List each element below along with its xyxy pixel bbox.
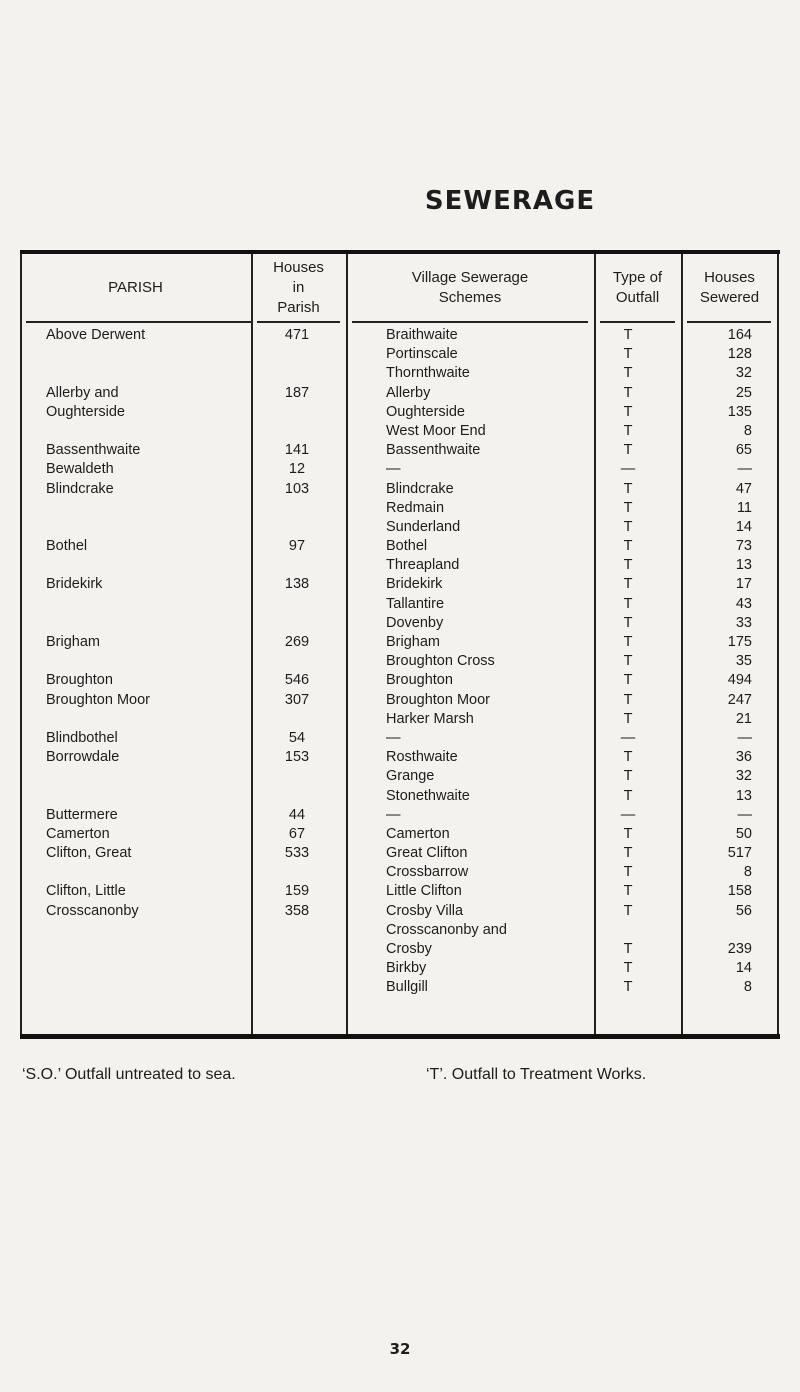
outfall-type-cell: T	[623, 768, 633, 785]
header-underline	[600, 321, 675, 323]
houses-sewered-cell: 47	[735, 480, 752, 497]
table-row	[20, 499, 780, 518]
parish-cell: Clifton, Great	[46, 845, 132, 862]
houses-in-parish-cell: 159	[284, 883, 310, 900]
table-bottom-rule	[20, 1034, 780, 1039]
parish-cell: Broughton Moor	[46, 691, 150, 708]
parish-cell: Clifton, Little	[46, 883, 126, 900]
village-scheme-cell: Thornthwaite	[386, 365, 470, 382]
village-scheme-cell: Portinscale	[386, 346, 458, 363]
parish-cell: Broughton	[46, 672, 113, 689]
header-underline	[352, 321, 588, 323]
parish-cell: Borrowdale	[46, 749, 120, 766]
outfall-type-cell: T	[623, 787, 633, 804]
outfall-type-cell: T	[623, 710, 633, 727]
houses-sewered-cell: 35	[735, 653, 752, 670]
houses-sewered-cell: 164	[727, 327, 752, 343]
table-row	[20, 403, 780, 422]
parish-cell: Crosscanonby	[46, 902, 139, 919]
village-scheme-cell: —	[386, 729, 401, 746]
village-scheme-cell: Bothel	[386, 538, 428, 555]
houses-in-parish-cell: 54	[288, 729, 306, 746]
village-scheme-cell: Oughterside	[386, 403, 465, 420]
table-row	[20, 422, 780, 441]
table-row	[20, 921, 780, 940]
houses-sewered-cell: 32	[735, 365, 752, 382]
houses-in-parish-cell: 307	[284, 691, 310, 708]
header-type-of-outfall: Type of Outfall	[612, 269, 663, 306]
header-underline	[26, 321, 251, 323]
houses-sewered-cell: 158	[727, 883, 752, 900]
houses-sewered-cell: 175	[727, 634, 752, 650]
outfall-type-cell: T	[623, 691, 633, 708]
table-row	[20, 595, 780, 614]
table-row	[20, 710, 780, 729]
outfall-type-cell: T	[623, 634, 633, 650]
houses-in-parish-cell: 533	[284, 845, 310, 862]
village-scheme-cell: Tallantire	[386, 595, 445, 612]
houses-in-parish-cell: 471	[284, 327, 310, 343]
outfall-type-cell: T	[623, 365, 633, 382]
header-underline	[687, 321, 771, 323]
table-row	[20, 441, 780, 460]
parish-cell: Buttermere	[46, 806, 118, 823]
houses-in-parish-cell: 138	[284, 576, 310, 593]
houses-in-parish-cell: 153	[284, 749, 310, 766]
outfall-type-cell: T	[623, 864, 633, 881]
table-row	[20, 518, 780, 537]
houses-in-parish-cell: 97	[288, 538, 306, 555]
houses-sewered-cell: 128	[727, 346, 752, 363]
houses-in-parish-cell: 44	[288, 806, 306, 823]
header-parish: PARISH	[108, 279, 163, 296]
table-row	[20, 729, 780, 748]
table-row	[20, 787, 780, 806]
village-scheme-cell: Bullgill	[386, 979, 428, 996]
houses-sewered-cell: 135	[727, 403, 752, 420]
page-number: 32	[389, 1340, 411, 1358]
parish-cell: Brigham	[46, 634, 100, 650]
houses-in-parish-cell: 103	[284, 480, 310, 497]
outfall-type-cell: T	[623, 480, 633, 497]
houses-sewered-cell: —	[737, 729, 752, 746]
village-scheme-cell: Little Clifton	[386, 883, 462, 900]
houses-sewered-cell: 14	[735, 960, 752, 977]
table-row	[20, 575, 780, 594]
village-scheme-cell: Threapland	[386, 557, 460, 574]
outfall-type-cell: T	[623, 979, 633, 996]
village-scheme-cell: Dovenby	[386, 614, 444, 631]
houses-sewered-cell: 25	[735, 384, 752, 401]
table-row	[20, 902, 780, 921]
houses-sewered-cell: 73	[735, 538, 752, 555]
parish-cell: Blindcrake	[46, 480, 114, 497]
table-row	[20, 959, 780, 978]
outfall-type-cell: T	[623, 595, 633, 612]
outfall-type-cell: T	[623, 614, 633, 631]
outfall-type-cell: T	[623, 960, 633, 977]
table-row	[20, 345, 780, 364]
header-underline	[257, 321, 340, 323]
outfall-type-cell: T	[623, 384, 633, 401]
table-row	[20, 364, 780, 383]
houses-in-parish-cell: 67	[288, 825, 306, 842]
table-row	[20, 825, 780, 844]
table-row	[20, 940, 780, 959]
outfall-type-cell: —	[620, 461, 636, 478]
houses-in-parish-cell: 269	[284, 634, 310, 650]
village-scheme-cell: Bridekirk	[386, 576, 443, 593]
village-scheme-cell: Braithwaite	[386, 327, 458, 343]
houses-sewered-cell: —	[737, 806, 752, 823]
outfall-type-cell: T	[623, 403, 633, 420]
village-scheme-cell: Crossbarrow	[386, 864, 469, 881]
table-row	[20, 767, 780, 786]
table-row	[20, 978, 780, 997]
village-scheme-cell: Broughton Cross	[386, 653, 495, 670]
outfall-type-cell: —	[620, 729, 636, 746]
houses-sewered-cell: 14	[735, 518, 752, 535]
parish-cell: Above Derwent	[46, 327, 146, 343]
table-row	[20, 537, 780, 556]
outfall-type-cell: T	[623, 557, 633, 574]
header-village-schemes: Village Sewerage Schemes	[411, 269, 529, 306]
outfall-type-cell: T	[623, 346, 633, 363]
footnote-t: ‘T’. Outfall to Treatment Works.	[426, 1066, 647, 1083]
outfall-type-cell: T	[623, 327, 633, 343]
outfall-type-cell: T	[623, 538, 633, 555]
outfall-type-cell: T	[623, 845, 633, 862]
village-scheme-cell: Crosscanonby and	[386, 921, 507, 938]
village-scheme-cell: Grange	[386, 768, 435, 785]
parish-cell: Bewaldeth	[46, 461, 114, 478]
village-scheme-cell: Bassenthwaite	[386, 442, 481, 459]
houses-in-parish-cell: 546	[284, 672, 310, 689]
parish-cell: Allerby and	[46, 384, 119, 401]
outfall-type-cell: T	[623, 883, 633, 900]
page-title: SEWERAGE	[424, 186, 596, 216]
table-row	[20, 748, 780, 767]
outfall-type-cell: T	[623, 941, 633, 957]
outfall-type-cell: T	[623, 576, 633, 593]
village-scheme-cell: Rosthwaite	[386, 749, 458, 766]
table-row	[20, 480, 780, 499]
village-scheme-cell: Broughton Moor	[386, 691, 490, 708]
houses-in-parish-cell: 358	[284, 902, 310, 919]
village-scheme-cell: —	[386, 806, 401, 823]
houses-sewered-cell: 43	[735, 595, 752, 612]
table-row	[20, 671, 780, 690]
village-scheme-cell: Birkby	[386, 960, 427, 977]
village-scheme-cell: Stonethwaite	[386, 787, 470, 804]
houses-sewered-cell: 17	[735, 576, 752, 593]
houses-sewered-cell: 8	[743, 864, 752, 881]
table-row	[20, 614, 780, 633]
houses-sewered-cell: 239	[727, 941, 752, 957]
header-houses-in-parish: Houses in Parish	[273, 259, 324, 316]
village-scheme-cell: West Moor End	[386, 422, 486, 439]
table-row	[20, 652, 780, 671]
village-scheme-cell: Allerby	[386, 384, 431, 401]
outfall-type-cell: T	[623, 749, 633, 766]
footnote-so: ‘S.O.’ Outfall untreated to sea.	[22, 1066, 236, 1083]
houses-in-parish-cell: 187	[284, 384, 310, 401]
parish-cell: Blindbothel	[46, 729, 118, 746]
houses-sewered-cell: 517	[727, 845, 752, 862]
table-row	[20, 691, 780, 710]
table-row	[20, 863, 780, 882]
houses-sewered-cell: 21	[735, 710, 752, 727]
table-row	[20, 326, 780, 345]
houses-sewered-cell: 13	[735, 787, 752, 804]
table-row	[20, 633, 780, 652]
parish-cell: Bothel	[46, 538, 88, 555]
table-row	[20, 806, 780, 825]
village-scheme-cell: Crosby Villa	[386, 902, 464, 919]
houses-sewered-cell: 50	[735, 825, 752, 842]
houses-sewered-cell: 65	[735, 442, 752, 459]
houses-sewered-cell: 33	[735, 614, 752, 631]
outfall-type-cell: T	[623, 442, 633, 459]
houses-sewered-cell: 32	[735, 768, 752, 785]
table-body	[20, 326, 780, 998]
table-row	[20, 384, 780, 403]
table-row	[20, 460, 780, 479]
outfall-type-cell: T	[623, 825, 633, 842]
outfall-type-cell: T	[623, 422, 633, 439]
village-scheme-cell: —	[386, 461, 401, 478]
houses-sewered-cell: 494	[727, 672, 752, 689]
table-row	[20, 556, 780, 575]
parish-cell: Camerton	[46, 825, 110, 842]
outfall-type-cell: T	[623, 518, 633, 535]
parish-cell: Oughterside	[46, 403, 125, 420]
village-scheme-cell: Sunderland	[386, 518, 461, 535]
sewerage-table	[20, 250, 780, 1038]
village-scheme-cell: Camerton	[386, 825, 450, 842]
outfall-type-cell: T	[623, 902, 633, 919]
outfall-type-cell: T	[623, 672, 633, 689]
header-houses-sewered: Houses Sewered	[699, 269, 760, 306]
village-scheme-cell: Great Clifton	[386, 845, 468, 862]
village-scheme-cell: Broughton	[386, 672, 453, 689]
houses-sewered-cell: 56	[735, 902, 752, 919]
houses-sewered-cell: 36	[735, 749, 752, 766]
houses-in-parish-cell: 141	[284, 442, 310, 459]
table-row	[20, 882, 780, 901]
village-scheme-cell: Brigham	[386, 634, 440, 650]
houses-sewered-cell: 8	[743, 979, 752, 996]
houses-sewered-cell: 8	[743, 422, 752, 439]
outfall-type-cell: —	[620, 806, 636, 823]
houses-sewered-cell: —	[737, 461, 752, 478]
village-scheme-cell: Crosby	[386, 941, 432, 957]
village-scheme-cell: Blindcrake	[386, 480, 454, 497]
outfall-type-cell: T	[623, 653, 633, 670]
village-scheme-cell: Harker Marsh	[386, 710, 474, 727]
village-scheme-cell: Redmain	[386, 499, 445, 516]
parish-cell: Bassenthwaite	[46, 442, 141, 459]
houses-sewered-cell: 11	[736, 499, 752, 516]
houses-sewered-cell: 247	[727, 691, 752, 708]
parish-cell: Bridekirk	[46, 576, 103, 593]
table-row	[20, 844, 780, 863]
houses-sewered-cell: 13	[735, 557, 752, 574]
houses-in-parish-cell: 12	[288, 461, 306, 478]
outfall-type-cell: T	[623, 499, 633, 516]
